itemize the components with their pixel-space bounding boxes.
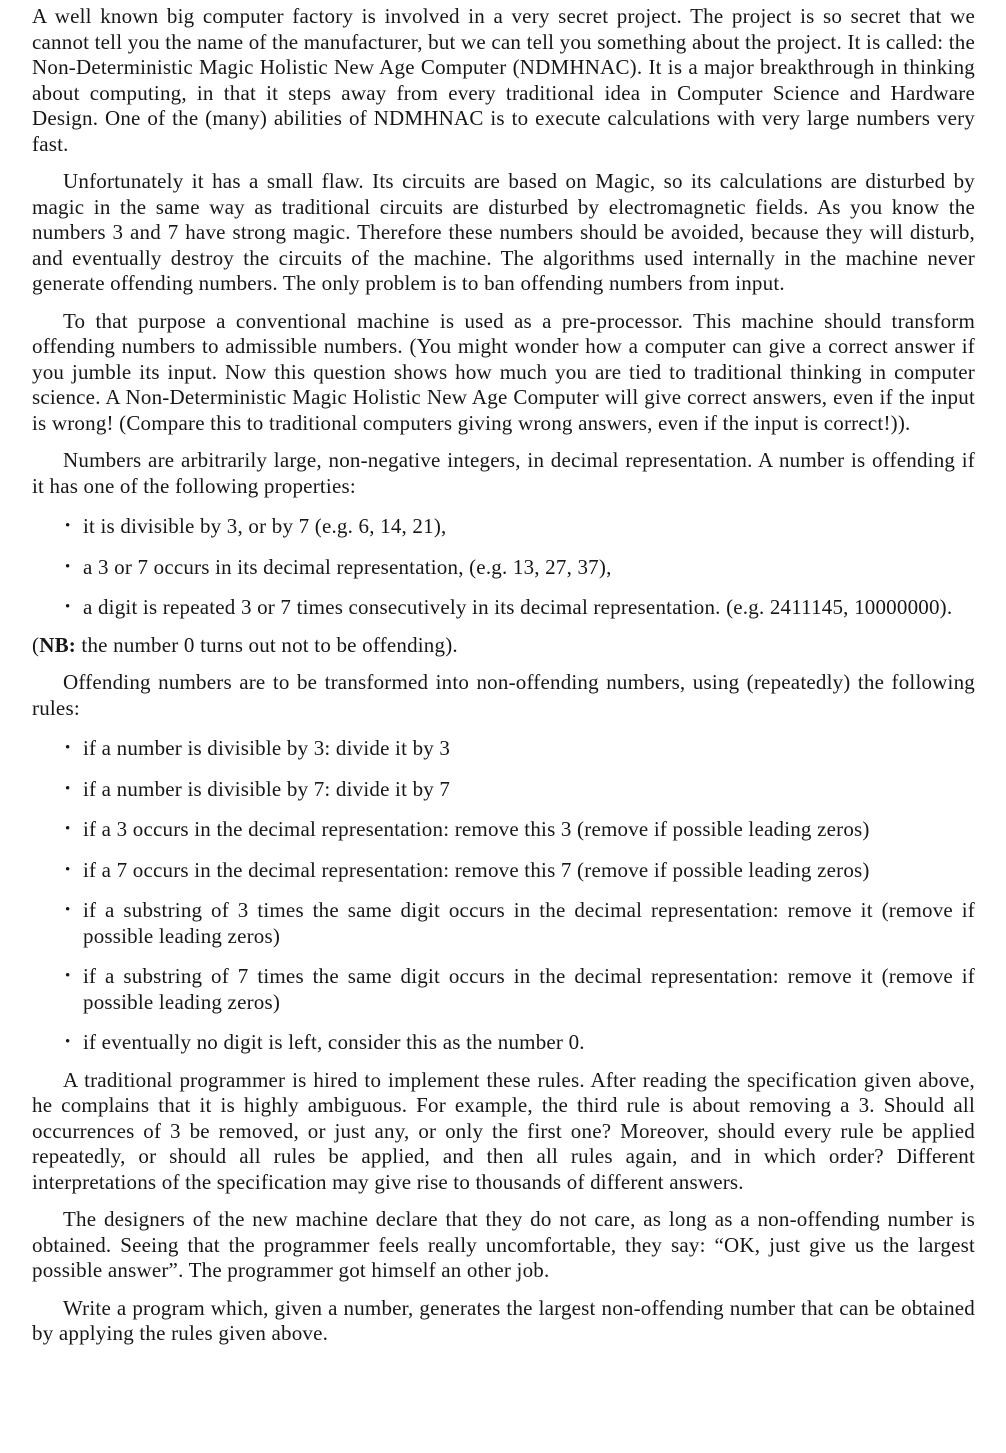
programmer-paragraph: A traditional programmer is hired to implement these rules. After reading the specification given above, he complains that it is highly ambiguous. For example, the third rule is about removing a 3. Should all occurrences of 3 be removed, or just any, or only the first one? Moreover, should every rule be applied repeatedly, or should all rules be applied, and then all rules again, and in which order? Different interpretations of the specification may give rise to thousands of different answers. <box>32 1067 975 1194</box>
transformation-rules-list <box>32 736 975 1056</box>
task-paragraph: Write a program which, given a number, generates the largest non-offending number that can be obtained by applying the rules given above. <box>32 1295 975 1345</box>
nb-open-paren: ( <box>32 632 40 657</box>
offending-properties-list <box>32 514 975 621</box>
offending-definition-paragraph: Numbers are arbitrarily large, non-negative integers, in decimal representation. A number is offending if it has one of the following properties: <box>32 448 975 498</box>
nb-text: the number 0 turns out not to be offending). <box>75 632 458 657</box>
property-item-digit-occurs: • a 3 or 7 occurs in its decimal representation, (e.g. 13, 27, 37), <box>83 555 975 581</box>
property-item-divisible: • it is divisible by 3, or by 7 (e.g. 6, 14, 21), <box>83 514 975 540</box>
intro-paragraph: A well known big computer factory is involved in a very secret project. The project is so secret that we cannot tell you the name of the manufacturer, but we can tell you something about the project. It is called: the Non-Deterministic Magic Holistic New Age Computer (NDMHNAC). It is a major breakthrough in thinking about computing, in that it steps away from every traditional idea in Computer Science and Hardware Design. One of the (many) abilities of NDMHNAC is to execute calculations with very large numbers very fast. <box>32 4 975 156</box>
property-item-repeated-digit: • a digit is repeated 3 or 7 times consecutively in its decimal representation. (e.g. 2411145, 10000000). <box>83 595 975 621</box>
rule-item-remove-3: • if a 3 occurs in the decimal representation: remove this 3 (remove if possible leading zeros) <box>83 817 975 843</box>
nb-label: NB: <box>39 632 76 657</box>
rule-item-divide-by-3: • if a number is divisible by 3: divide it by 3 <box>83 736 975 762</box>
rule-item-remove-substring-3: • if a substring of 3 times the same digit occurs in the decimal representation: remove it (remove if possible leading zeros) <box>83 898 975 949</box>
rule-item-divide-by-7: • if a number is divisible by 7: divide it by 7 <box>83 777 975 803</box>
rule-item-remove-7: • if a 7 occurs in the decimal representation: remove this 7 (remove if possible leading zeros) <box>83 858 975 884</box>
rules-intro-paragraph: Offending numbers are to be transformed into non-offending numbers, using (repeatedly) the following rules: <box>32 670 975 720</box>
rule-item-remove-substring-7: • if a substring of 7 times the same digit occurs in the decimal representation: remove it (remove if possible leading zeros) <box>83 964 975 1015</box>
flaw-paragraph: Unfortunately it has a small flaw. Its circuits are based on Magic, so its calculations are disturbed by magic in the same way as traditional circuits are disturbed by electromagnetic fields. As you know the numbers 3 and 7 have strong magic. Therefore these numbers should be avoided, because they will disturb, and eventually destroy the circuits of the machine. The algorithms used internally in the machine never generate offending numbers. The only problem is to ban offending numbers from input. <box>32 169 975 295</box>
rule-item-empty-is-zero: • if eventually no digit is left, consider this as the number 0. <box>83 1030 975 1056</box>
designers-paragraph: The designers of the new machine declare that they do not care, as long as a non-offending number is obtained. Seeing that the programmer feels really uncomfortable, they say: “OK, just give us the largest possible answer”. The programmer got himself an other job. <box>32 1207 975 1282</box>
preprocessor-paragraph: To that purpose a conventional machine is used as a pre-processor. This machine should transform offending numbers to admissible numbers. (You might wonder how a computer can give a correct answer if you jumble its input. Now this question shows how much you are tied to traditional thinking in computer science. A Non-Deterministic Magic Holistic New Age Computer will give correct answers, even if the input is wrong! (Compare this to traditional computers giving wrong answers, even if the input is correct!)). <box>32 308 975 435</box>
nb-note <box>32 633 975 659</box>
